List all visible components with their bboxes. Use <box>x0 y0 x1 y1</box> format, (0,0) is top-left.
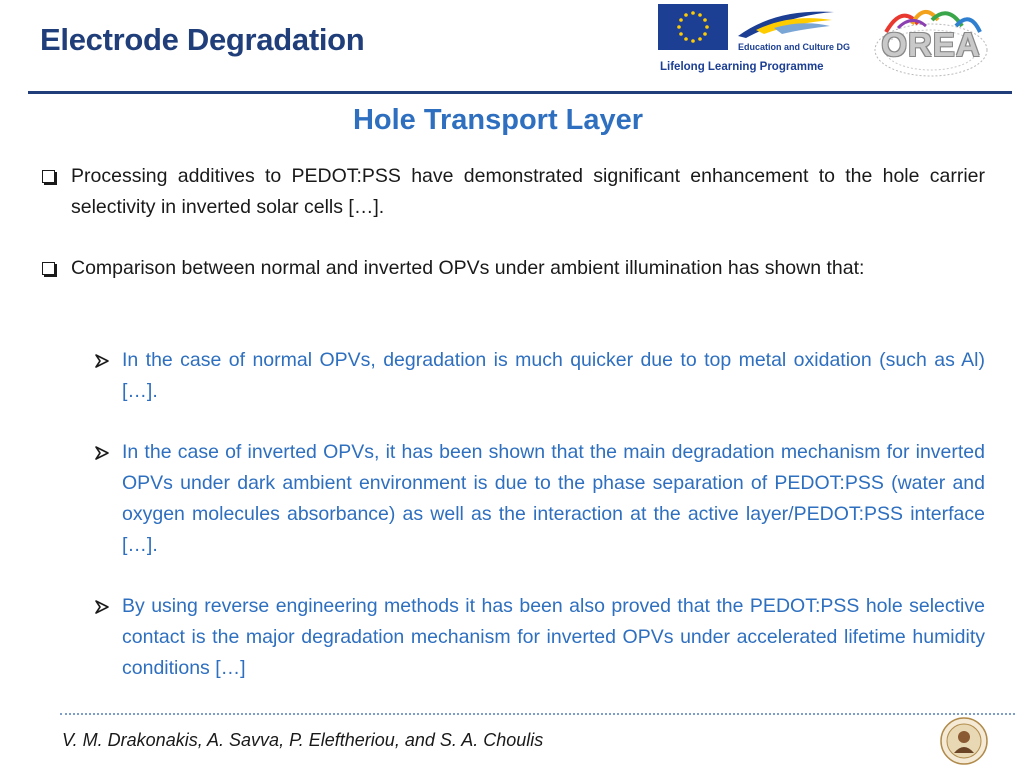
footer-divider <box>60 713 1015 715</box>
eu-dg-label: Education and Culture DG <box>738 42 851 52</box>
checkbox-icon <box>42 262 55 275</box>
checkbox-icon <box>42 170 55 183</box>
footer-authors: V. M. Drakonakis, A. Savva, P. Eleftheriou, and S. A. Choulis <box>62 730 544 750</box>
university-seal-icon <box>940 717 988 765</box>
orea-logo <box>872 2 990 80</box>
sub-bullet-item: By using reverse engineering methods it has been also proved that the PEDOT:PSS hole selective contact is the major degradation mechanism for inverted OPVs under accelerated lifetime humidity conditions […] <box>122 595 985 679</box>
eu-programme-logo <box>658 4 851 78</box>
arrow-right-icon <box>94 353 110 369</box>
arrow-right-icon <box>94 445 110 461</box>
arrow-right-icon <box>94 599 110 615</box>
bullet-item: Comparison between normal and inverted OPVs under ambient illumination has shown that: <box>71 257 865 279</box>
sub-bullet-item: In the case of normal OPVs, degradation is much quicker due to top metal oxidation (such as Al) […]. <box>122 349 985 402</box>
eu-flag-icon <box>658 4 728 50</box>
section-subtitle: Hole Transport Layer <box>352 104 644 136</box>
header-divider <box>28 91 1012 94</box>
sub-bullet-item: In the case of inverted OPVs, it has been shown that the main degradation mechanism for inverted OPVs under dark ambient environment is due to the phase separation of PEDOT:PSS (water and oxygen molecules absorbance) as well as the interaction at the active layer/PEDOT:PSS interface […]. <box>122 441 985 556</box>
orea-logo-text: OREA <box>881 26 981 63</box>
programme-label: Lifelong Learning Programme <box>660 61 824 73</box>
bullet-item: Processing additives to PEDOT:PSS have demonstrated significant enhancement to the hole carrier selectivity in inverted solar cells […]. <box>71 165 985 218</box>
slide-title: Electrode Degradation <box>40 22 365 57</box>
swoosh-icon <box>736 6 836 40</box>
